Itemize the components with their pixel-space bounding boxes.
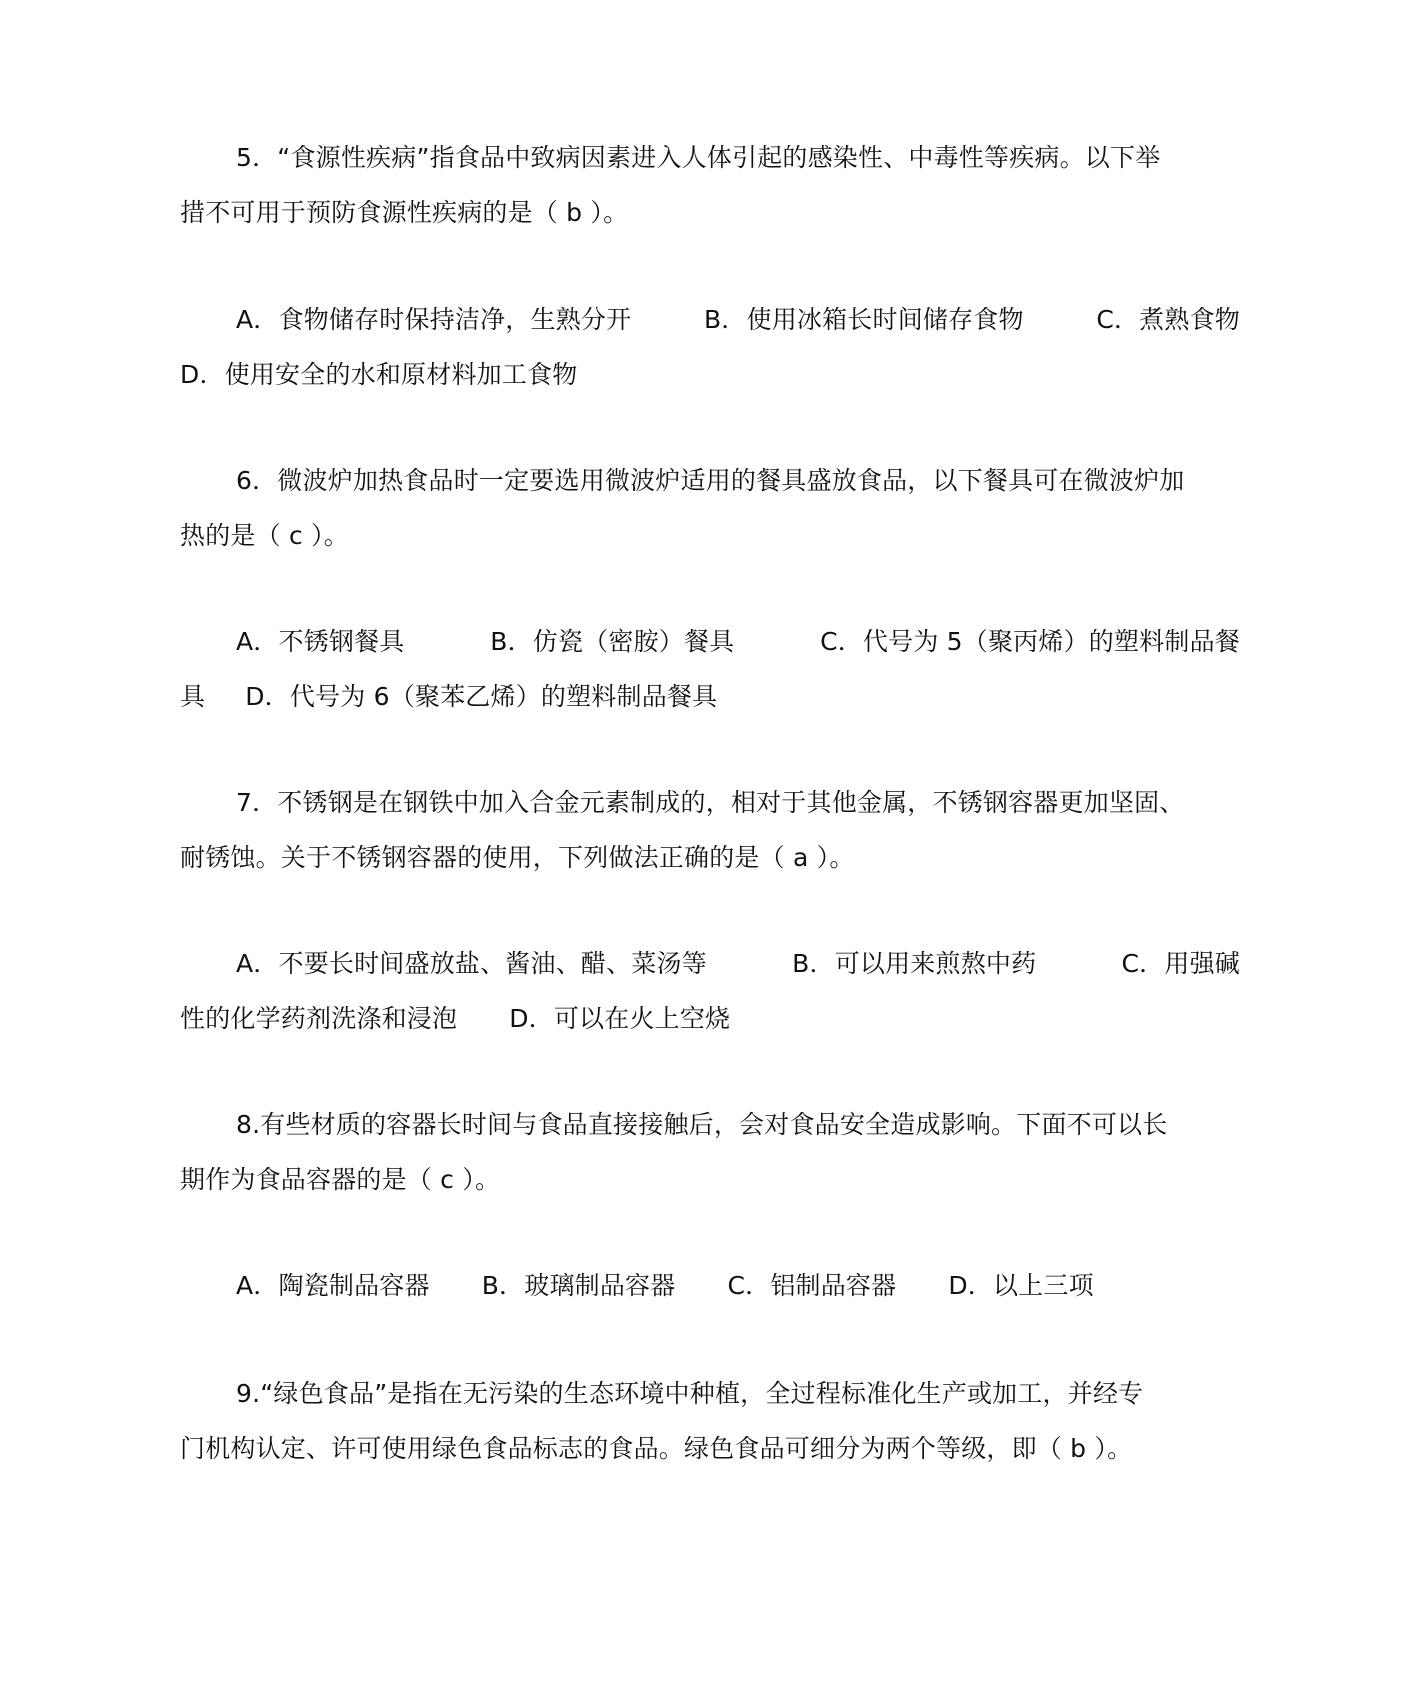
question-6 bbox=[180, 453, 1240, 563]
option-c: C．用强碱 bbox=[1121, 949, 1240, 978]
question-7-stem-line1: 7．不锈钢是在钢铁中加入合金元素制成的，相对于其他金属，不锈钢容器更加坚固、 bbox=[236, 788, 1185, 817]
option-a: A．不要长时间盛放盐、酱油、醋、菜汤等 bbox=[236, 949, 707, 978]
option-b: B．使用冰箱长时间储存食物 bbox=[703, 305, 1024, 334]
question-7-stem-line2: 耐锈蚀。关于不锈钢容器的使用，下列做法正确的是（ a ）。 bbox=[180, 843, 855, 872]
option-a: A．食物储存时保持洁净，生熟分开 bbox=[236, 305, 632, 334]
option-d: D．使用安全的水和原材料加工食物 bbox=[180, 360, 578, 389]
question-8-options-line1 bbox=[180, 1258, 1240, 1313]
question-5-options-line2 bbox=[180, 347, 1240, 402]
option-b: B．可以用来煎熬中药 bbox=[792, 949, 1037, 978]
question-7 bbox=[180, 775, 1240, 885]
question-5-options bbox=[180, 292, 1240, 402]
question-5-stem-line1: 5．“食源性疾病”指食品中致病因素进入人体引起的感染性、中毒性等疾病。以下举 bbox=[236, 143, 1161, 172]
option-c-continued: 性的化学药剂洗涤和浸泡 bbox=[180, 1004, 458, 1033]
question-8-stem-line2: 期作为食品容器的是（ c ）。 bbox=[180, 1165, 501, 1194]
question-9-stem-line1: 9.“绿色食品”是指在无污染的生态环境中种植，全过程标准化生产或加工，并经专 bbox=[236, 1379, 1144, 1408]
question-6-options-line2 bbox=[180, 669, 1240, 724]
question-5 bbox=[180, 130, 1240, 240]
question-5-stem-line2: 措不可用于预防食源性疾病的是（ b ）。 bbox=[180, 198, 629, 227]
option-d: D．以上三项 bbox=[948, 1271, 1094, 1300]
question-7-options-line2 bbox=[180, 991, 1240, 1046]
option-b: B．仿瓷（密胺）餐具 bbox=[490, 627, 735, 656]
question-7-options bbox=[180, 936, 1240, 1046]
option-d: D．代号为 6（聚苯乙烯）的塑料制品餐具 bbox=[245, 682, 718, 711]
question-6-options-line1 bbox=[180, 614, 1240, 669]
option-d: D．可以在火上空烧 bbox=[509, 1004, 731, 1033]
option-c-continued: 具 bbox=[180, 682, 206, 711]
question-9-stem-line2: 门机构认定、许可使用绿色食品标志的食品。绿色食品可细分为两个等级，即（ b ）。 bbox=[180, 1434, 1133, 1463]
question-6-options bbox=[180, 614, 1240, 724]
question-8-stem-line1: 8.有些材质的容器长时间与食品直接接触后，会对食品安全造成影响。下面不可以长 bbox=[236, 1110, 1168, 1139]
question-6-stem-line2: 热的是（ c ）。 bbox=[180, 521, 349, 550]
question-8 bbox=[180, 1097, 1240, 1207]
question-7-options-line1 bbox=[180, 936, 1240, 991]
question-6-stem-line1: 6．微波炉加热食品时一定要选用微波炉适用的餐具盛放食品，以下餐具可在微波炉加 bbox=[236, 466, 1185, 495]
option-a: A．陶瓷制品容器 bbox=[236, 1271, 430, 1300]
question-9 bbox=[180, 1366, 1240, 1476]
option-c: C．煮熟食物 bbox=[1096, 305, 1240, 334]
option-a: A．不锈钢餐具 bbox=[236, 627, 405, 656]
question-5-options-line1 bbox=[180, 292, 1240, 347]
question-8-options bbox=[180, 1258, 1240, 1313]
option-c: C．铝制品容器 bbox=[727, 1271, 897, 1300]
option-c: C．代号为 5（聚丙烯）的塑料制品餐 bbox=[820, 627, 1240, 656]
option-b: B．玻璃制品容器 bbox=[481, 1271, 676, 1300]
